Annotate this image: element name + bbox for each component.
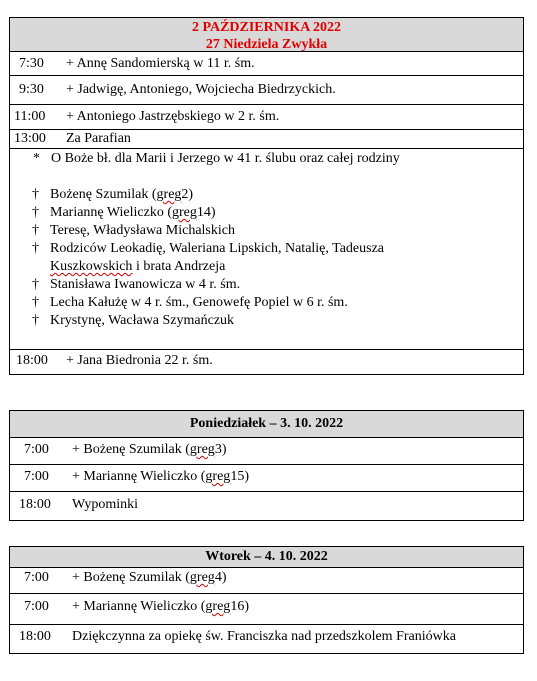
mass-time: 9:30 [19, 82, 44, 97]
intention-text: Bożenę Szumilak (greg2) [50, 187, 194, 202]
mass-intention: + Jadwigę, Antoniego, Wojciecha Biedrzyckich. [66, 82, 336, 97]
mass-time: 11:00 [14, 109, 46, 124]
intention-text: Krystynę, Wacława Szymańczuk [50, 313, 235, 328]
intention-text: O Boże bł. dla Marii i Jerzego w 41 r. ślubu oraz całej rodziny [51, 151, 400, 166]
table-row [10, 350, 523, 374]
mass-time: 7:00 [24, 442, 49, 457]
intentions-block [10, 149, 523, 350]
mass-time: 13:00 [14, 131, 46, 146]
cross-icon: † [32, 187, 39, 202]
mass-intention: + Antoniego Jastrzębskiego w 2 r. śm. [66, 109, 280, 124]
cross-icon: † [32, 277, 39, 292]
sunday-date: 2 PAŹDZIERNIKA 2022 [191, 20, 342, 35]
intention-text: Mariannę Wieliczko (greg14) [50, 205, 216, 220]
mass-intention: + Mariannę Wieliczko (greg15) [72, 469, 249, 484]
asterisk-icon: * [33, 151, 40, 166]
mass-time: 7:00 [24, 599, 49, 614]
list-item [10, 222, 523, 240]
intention-text: Stanisława Iwanowicza w 4 r. śm. [50, 277, 241, 292]
sunday-schedule-table [9, 17, 524, 375]
mass-time: 7:00 [24, 469, 49, 484]
list-item [10, 276, 523, 294]
intention-list [10, 186, 523, 330]
cross-icon: † [32, 223, 39, 238]
monday-schedule-table [9, 410, 524, 521]
intention-text: Lecha Kałużę w 4 r. śm., Genowefę Popiel w 6 r. śm. [50, 295, 348, 310]
mass-intention: + Bożenę Szumilak (greg3) [72, 442, 227, 457]
cross-icon: † [32, 313, 39, 328]
list-item [10, 294, 523, 312]
mass-intention: Za Parafian [66, 131, 131, 146]
list-item [10, 312, 523, 330]
mass-time: 7:00 [24, 570, 49, 585]
mass-time: 18:00 [19, 629, 51, 644]
list-item [10, 240, 523, 258]
table-row [10, 52, 523, 76]
mass-intention: + Jana Biedronia 22 r. śm. [66, 353, 213, 368]
mass-time: 18:00 [19, 497, 51, 512]
sunday-subtitle: 27 Niedziela Zwykła [205, 37, 328, 52]
sunday-header [10, 18, 523, 52]
mass-time: 7:30 [19, 56, 44, 71]
tuesday-schedule-table [9, 546, 524, 654]
mass-intention: + Mariannę Wieliczko (greg16) [72, 599, 249, 614]
table-row [10, 465, 523, 492]
intention-text: Teresę, Władysława Michalskich [50, 223, 235, 238]
list-item [10, 258, 523, 276]
intention-text: Rodziców Leokadię, Waleriana Lipskich, Natalię, Tadeusza [50, 241, 385, 256]
mass-intention: Wypominki [72, 497, 139, 512]
intention-text-continued: Kuszkowskich i brata Andrzeja [50, 259, 226, 274]
table-row [10, 130, 523, 149]
table-row [10, 594, 523, 625]
table-row [10, 105, 523, 130]
list-item [10, 204, 523, 222]
mass-intention: + Bożenę Szumilak (greg4) [72, 570, 227, 585]
tuesday-header: Wtorek – 4. 10. 2022 [10, 547, 523, 568]
mass-intention: Dziękczynna za opiekę św. Franciszka nad przedszkolem Franiówka [72, 629, 456, 644]
mass-intention: + Annę Sandomierską w 11 r. śm. [66, 56, 255, 71]
monday-header: Poniedziałek – 3. 10. 2022 [10, 411, 523, 438]
mass-time: 18:00 [16, 353, 48, 368]
table-row [10, 568, 523, 594]
cross-icon: † [32, 241, 39, 256]
table-row [10, 76, 523, 105]
cross-icon: † [32, 205, 39, 220]
table-row [10, 492, 523, 520]
list-item [10, 186, 523, 204]
table-row [10, 438, 523, 465]
cross-icon: † [32, 295, 39, 310]
table-row [10, 625, 523, 654]
